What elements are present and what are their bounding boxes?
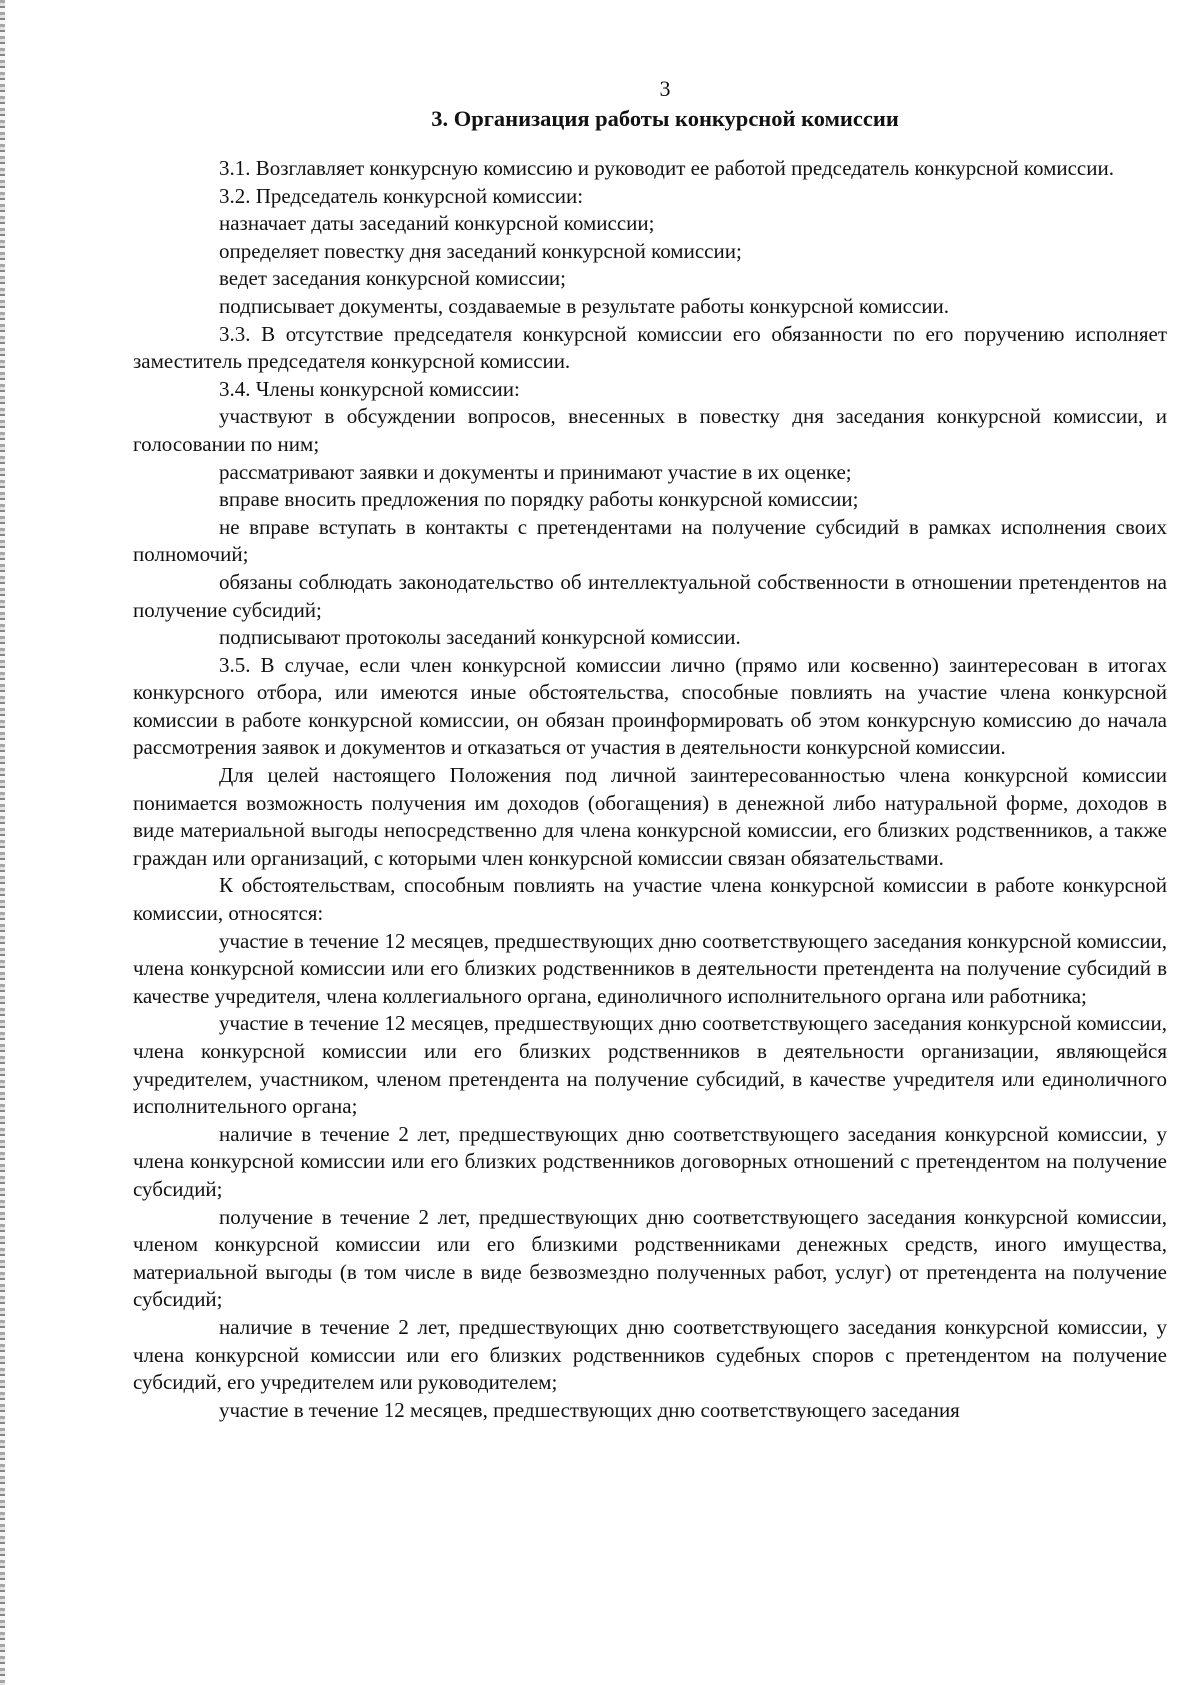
page-number: 3	[659, 76, 671, 101]
paragraph: 3.5. В случае, если член конкурсной комиссии лично (прямо или косвенно) заинтересован в итогах конкурсного отбора, или имеются иные обстоятельства, способные повлиять на участие члена конкурсной комиссии в работе конкурсной комиссии, он обязан проинформировать об этом конкурсную комиссию до начала рассмотрения заявок и документов и отказаться от участия в деятельности конкурсной комиссии.	[133, 652, 1167, 760]
paragraph: рассматривают заявки и документы и принимают участие в их оценке;	[219, 459, 852, 484]
paragraph: ведет заседания конкурсной комиссии;	[219, 266, 566, 291]
paragraph: 3.4. Члены конкурсной комиссии:	[219, 376, 520, 401]
paragraph: К обстоятельствам, способным повлиять на участие члена конкурсной комиссии в работе конкурсной комиссии, относятся:	[133, 873, 1167, 926]
paragraph: наличие в течение 2 лет, предшествующих дню соответствующего заседания конкурсной комиссии, у члена конкурсной комиссии или его близких родственников судебных споров с претендентом на получение субсидий, его учредителем или руководителем;	[133, 1314, 1167, 1395]
paragraph: вправе вносить предложения по порядку работы конкурсной комиссии;	[219, 487, 859, 512]
paragraph: получение в течение 2 лет, предшествующих дню соответствующего заседания конкурсной комиссии, членом конкурсной комиссии или его близкими родственниками денежных средств, иного имущества, материальной выгоды (в том числе в виде безвозмездно полученных работ, услуг) от претендента на получение субсидий;	[133, 1204, 1167, 1312]
paragraph: участвуют в обсуждении вопросов, внесенных в повестку дня заседания конкурсной комиссии, и голосовании по ним;	[133, 404, 1167, 456]
paragraph: 3.2. Председатель конкурсной комиссии:	[219, 183, 584, 208]
scan-edge-artifact	[0, 0, 5, 1685]
paragraph: наличие в течение 2 лет, предшествующих дню соответствующего заседания конкурсной комиссии, у члена конкурсной комиссии или его близких родственников договорных отношений с претендентом на получение субсидий;	[133, 1121, 1167, 1201]
paragraph: подписывают протоколы заседаний конкурсной комиссии.	[219, 625, 741, 650]
paragraph: 3.1. Возглавляет конкурсную комиссию и руководит ее работой председатель конкурсной комиссии.	[219, 156, 1114, 180]
paragraph: участие в течение 12 месяцев, предшествующих дню соответствующего заседания конкурсной комиссии, члена конкурсной комиссии или его близких родственников в деятельности организации, являющейся учредителем, участником, членом претендента на получение субсидий, в качестве учредителя или единоличного исполнительного органа;	[133, 1011, 1167, 1119]
paragraph: участие в течение 12 месяцев, предшествующих дню соответствующего заседания	[219, 1397, 960, 1422]
paragraph: определяет повестку дня заседаний конкурсной комиссии;	[219, 238, 742, 263]
paragraph: не вправе вступать в контакты с претендентами на получение субсидий в рамках исполнения своих полномочий;	[133, 514, 1167, 567]
section-title: 3. Организация работы конкурсной комиссии	[431, 106, 899, 131]
paragraph: обязаны соблюдать законодательство об интеллектуальной собственности в отношении претендентов на получение субсидий;	[133, 569, 1167, 622]
paragraph: 3.3. В отсутствие председателя конкурсной комиссии его обязанности по его поручению исполняет заместитель председателя конкурсной комиссии.	[133, 321, 1167, 374]
paragraph: подписывает документы, создаваемые в результате работы конкурсной комиссии.	[219, 293, 949, 318]
document-page	[133, 75, 1167, 1424]
section-body	[133, 155, 1167, 1424]
paragraph: назначает даты заседаний конкурсной комиссии;	[219, 211, 655, 236]
paragraph: участие в течение 12 месяцев, предшествующих дню соответствующего заседания конкурсной комиссии, члена конкурсной комиссии или его близких родственников в деятельности претендента на получение субсидий в качестве учредителя, члена коллегиального органа, единоличного исполнительного органа или работника;	[133, 928, 1167, 1008]
paragraph: Для целей настоящего Положения под личной заинтересованностью члена конкурсной комиссии понимается возможность получения им доходов (обогащения) в денежной либо натуральной форме, доходов в виде материальной выгоды непосредственно для члена конкурсной комиссии, его близких родственников, а также граждан или организаций, с которыми член конкурсной комиссии связан обязательствами.	[133, 763, 1167, 870]
